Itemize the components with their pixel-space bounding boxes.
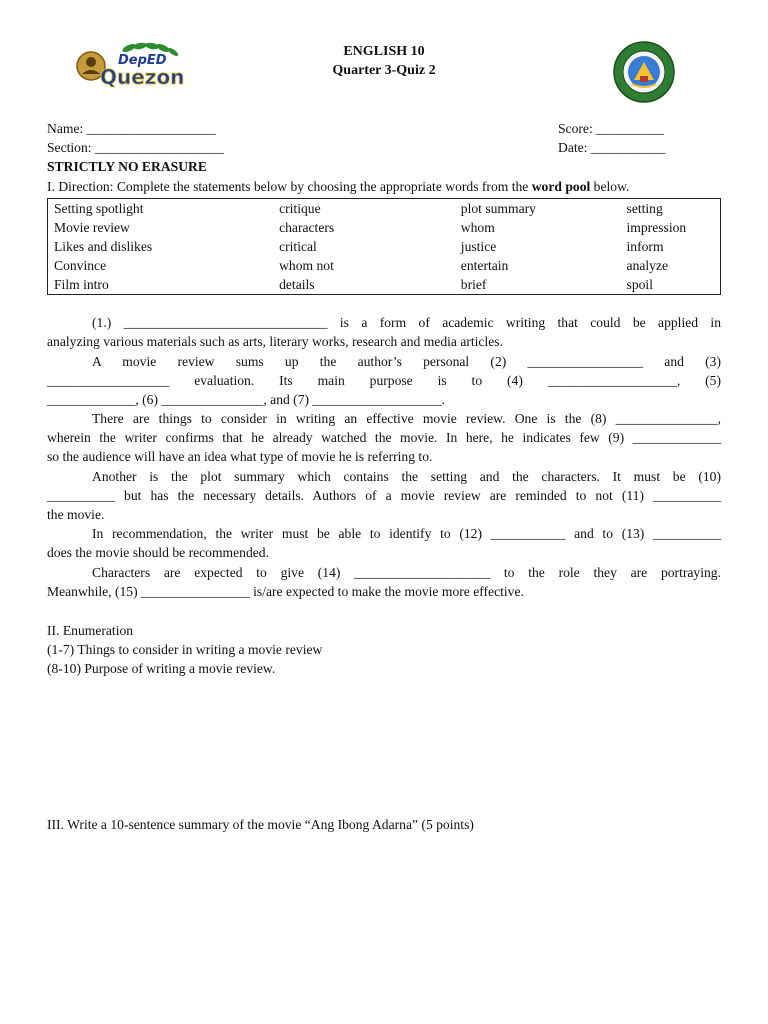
word-pool-cell: Film intro [54, 277, 109, 292]
word-pool-emphasis: word pool [531, 179, 591, 194]
svg-text:DepED: DepED [118, 53, 167, 68]
word-pool-cell: justice [460, 239, 497, 254]
enumeration-title: II. Enumeration [47, 623, 134, 638]
word-pool-cell: impression [626, 220, 687, 235]
date-field: Date: ___________ [558, 140, 666, 155]
no-erasure-warning: STRICTLY NO ERASURE [47, 159, 207, 174]
passage-line: does the movie should be recommended. [47, 545, 269, 560]
passage-line: the movie. [47, 507, 105, 522]
name-field: Name: ___________________ [47, 121, 216, 136]
passage-line: A movie review sums up the author’s personal (2) _________________ and (3) [92, 354, 721, 369]
subject-title: ENGLISH 10 [343, 44, 425, 59]
word-pool-row [48, 256, 721, 275]
word-pool-cell: Convince [54, 258, 107, 273]
passage-line: __________________ evaluation. Its main purpose is to (4) ___________________, (5) [47, 373, 721, 388]
passage-line: wherein the writer confirms that he already watched the movie. In here, he indicates few (9) _____________ [47, 430, 721, 445]
passage-line: so the audience will have an idea what type of movie he is referring to. [47, 449, 433, 464]
section-field: Section: ___________________ [47, 140, 225, 155]
word-pool-cell: entertain [460, 258, 509, 273]
word-pool-cell: characters [279, 220, 335, 235]
word-pool-cell: plot summary [460, 201, 536, 216]
passage-line: (1.) ______________________________ is a form of academic writing that could be applied in [92, 315, 721, 330]
passage-line: There are things to consider in writing an effective movie review. One is the (8) _______________, [92, 411, 721, 426]
word-pool-row [48, 218, 721, 237]
svg-text:Quezon: Quezon [100, 65, 185, 89]
word-pool-cell: setting [626, 201, 663, 216]
direction-text: I. Direction: Complete the statements below by choosing the appropriate words from the word pool below. [47, 179, 630, 194]
word-pool-cell: spoil [626, 277, 653, 292]
word-pool-cell: brief [460, 277, 487, 292]
word-pool-cell: details [279, 277, 315, 292]
word-pool-cell: analyze [626, 258, 669, 273]
word-pool-cell: Movie review [54, 220, 130, 235]
passage-line: __________ but has the necessary details. Authors of a movie review are reminded to not (11) __________ [47, 488, 721, 503]
school-seal-logo [612, 40, 676, 104]
quiz-title: Quarter 3-Quiz 2 [332, 63, 436, 78]
word-pool-row [48, 237, 721, 256]
passage-line: In recommendation, the writer must be able to identify to (12) ___________ and to (13) __________ [92, 526, 721, 541]
word-pool-table [47, 198, 721, 295]
passage-line: _____________, (6) _______________, and (7) ___________________. [47, 392, 445, 407]
passage-line: Meanwhile, (15) ________________ is/are expected to make the movie more effective. [47, 584, 524, 599]
word-pool-cell: whom [460, 220, 495, 235]
word-pool-cell: whom not [279, 258, 334, 273]
word-pool-row [48, 199, 721, 219]
enumeration-item: (8-10) Purpose of writing a movie review. [47, 661, 276, 676]
word-pool-cell: critique [279, 201, 321, 216]
score-field: Score: __________ [558, 121, 665, 136]
word-pool-row [48, 275, 721, 295]
enumeration-item: (1-7) Things to consider in writing a movie review [47, 642, 323, 657]
passage-line: Characters are expected to give (14) ____________________ to the role they are portraying. [92, 565, 721, 580]
word-pool-cell: Likes and dislikes [54, 239, 153, 254]
summary-task: III. Write a 10-sentence summary of the movie “Ang Ibong Adarna” (5 points) [47, 817, 474, 832]
passage-line: analyzing various materials such as arts, literary works, research and media articles. [47, 334, 503, 349]
word-pool-cell: critical [279, 239, 317, 254]
passage-line: Another is the plot summary which contains the setting and the characters. It must be (10) [92, 469, 721, 484]
word-pool-cell: Setting spotlight [54, 201, 144, 216]
word-pool-cell: inform [626, 239, 664, 254]
